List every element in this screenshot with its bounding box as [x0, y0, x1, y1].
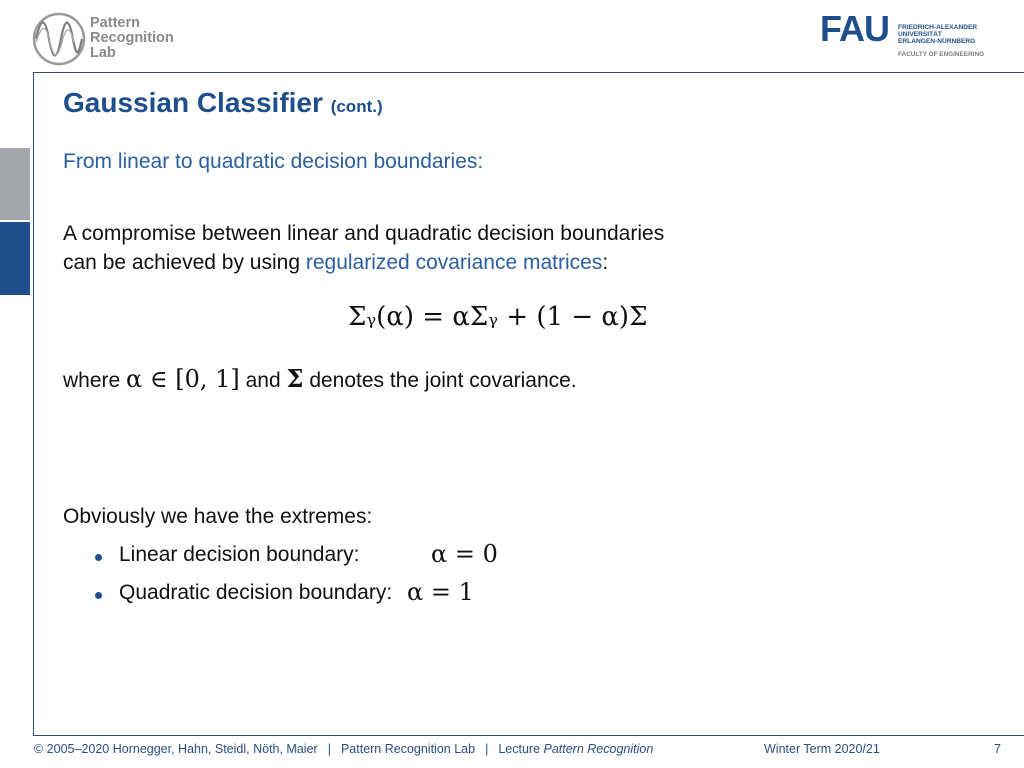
- fau-name-line: UNIVERSITÄT: [898, 31, 942, 38]
- side-tab-gray: [0, 148, 30, 220]
- footer-credits: [34, 742, 653, 756]
- footer-separator: |: [485, 742, 489, 756]
- fau-faculty: FACULTY OF ENGINEERING: [898, 51, 985, 58]
- lab-logo-icon: [32, 12, 86, 66]
- bullet-icon: [95, 592, 102, 599]
- extremes-intro: Obviously we have the extremes:: [63, 505, 373, 528]
- alpha-range-math: α ∈ [0, 1]: [126, 365, 240, 393]
- fau-name-line: ERLANGEN-NÜRNBERG: [898, 38, 976, 45]
- bullet-expression: α = 0: [431, 540, 498, 568]
- fau-name-line: FRIEDRICH-ALEXANDER: [898, 24, 978, 31]
- fau-wordmark: FAU: [820, 8, 889, 49]
- lab-name-line: Lab: [90, 45, 116, 61]
- footer-separator: |: [327, 742, 331, 756]
- where-text: denotes the joint covariance.: [303, 369, 577, 392]
- lab-logo: [32, 12, 192, 68]
- bullet-expression: α = 1: [407, 578, 474, 606]
- footer-lecture-name: Pattern Recognition: [543, 742, 654, 756]
- slide-subtitle: From linear to quadratic decision boundaries:: [63, 150, 484, 173]
- fau-logo: [820, 8, 1000, 62]
- side-tab-blue: [0, 222, 30, 295]
- footer-lecture-prefix: Lecture: [498, 742, 544, 756]
- slide-title-suffix: (cont.): [330, 97, 383, 116]
- footer-lab: Pattern Recognition Lab: [340, 742, 476, 756]
- highlighted-term: regularized covariance matrices: [305, 251, 603, 274]
- paragraph-text: :: [602, 251, 609, 274]
- regularized-covariance-equation: Σᵧ(α) = αΣᵧ + (1 − α)Σ: [348, 302, 648, 332]
- sigma-symbol: Σ: [286, 364, 304, 393]
- slide-title-text: Gaussian Classifier: [63, 87, 323, 118]
- bullet-label: Quadratic decision boundary:: [119, 581, 393, 604]
- bullet-icon: [95, 554, 102, 561]
- footer-copyright: © 2005–2020 Hornegger, Hahn, Steidl, Nöth, Maier: [34, 742, 318, 756]
- lab-name: [90, 16, 174, 61]
- paragraph-text: can be achieved by using: [63, 251, 306, 274]
- fau-university-name: [898, 24, 977, 45]
- intro-paragraph: [63, 219, 664, 277]
- where-text: and: [239, 369, 287, 392]
- where-text: where: [63, 369, 127, 392]
- paragraph-line: [63, 248, 664, 277]
- slide-title: [63, 87, 383, 119]
- lab-name-line: Pattern: [90, 15, 140, 31]
- bullet-label: Linear decision boundary:: [119, 543, 360, 566]
- paragraph-line: A compromise between linear and quadratic decision boundaries: [63, 222, 665, 245]
- page-number: 7: [994, 742, 1001, 756]
- lab-name-line: Recognition: [90, 30, 174, 46]
- where-clause: [63, 364, 577, 393]
- footer-term: Winter Term 2020/21: [764, 742, 880, 756]
